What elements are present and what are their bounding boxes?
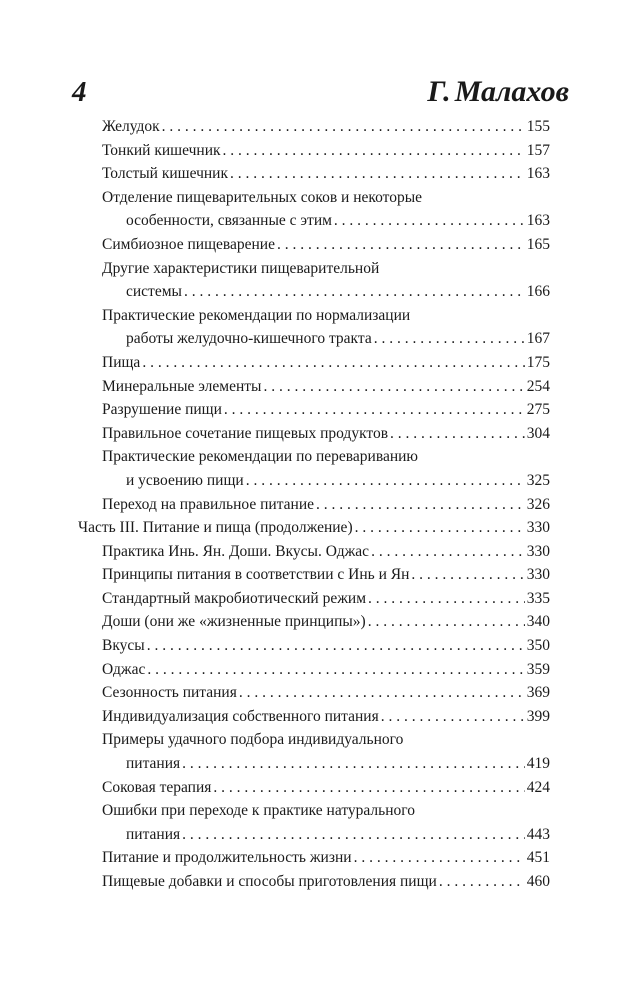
- toc-entry-page: 350: [526, 637, 550, 655]
- dot-leader: [263, 375, 524, 399]
- toc-entry-title: Часть III. Питание и пища (продолжение): [78, 519, 353, 537]
- toc-entry-title: Желудок: [102, 118, 160, 135]
- toc-entry: [78, 634, 550, 658]
- dot-leader: [246, 469, 525, 493]
- toc-entry: [78, 540, 550, 564]
- toc-entry: [78, 115, 550, 139]
- toc-entry-title: Ошибки при переходе к практике натурального: [102, 802, 415, 820]
- page-number: 4: [72, 76, 87, 108]
- toc-entry-title: Оджас: [102, 660, 146, 678]
- author-initial: Г.: [427, 75, 451, 108]
- dot-leader: [184, 280, 525, 304]
- toc-entry: [78, 351, 550, 375]
- toc-entry-title: Практические рекомендации по нормализации: [102, 306, 411, 324]
- toc-entry-page: 325: [526, 471, 550, 489]
- toc-entry-title: Переход на правильное питание: [102, 495, 315, 513]
- toc-entry-title: Минеральные элементы: [102, 377, 262, 395]
- toc-entry-title: питания: [126, 825, 181, 843]
- toc-entry-title: Пищевые добавки и способы приготовления пищи: [102, 873, 437, 890]
- toc-entry: [78, 257, 550, 304]
- toc-entry: [78, 375, 550, 399]
- toc-entry-title: Другие характеристики пищеварительной: [102, 259, 380, 277]
- toc-entry: [78, 610, 550, 634]
- toc-entry-title: Стандартный макробиотический режим: [102, 589, 367, 607]
- toc-entry-page: 443: [526, 825, 550, 843]
- toc-entry-page: 163: [526, 212, 550, 230]
- dot-leader: [162, 115, 525, 139]
- toc-entry-page: 166: [526, 283, 550, 301]
- dot-leader: [223, 139, 525, 163]
- toc-entry-title: Соковая терапия: [102, 778, 212, 796]
- toc-entry-page: 359: [526, 660, 550, 678]
- dot-leader: [355, 516, 525, 540]
- dot-leader: [381, 705, 525, 729]
- toc-entry-title: Сезонность питания: [102, 684, 237, 702]
- dot-leader: [182, 823, 525, 847]
- toc-entry-page: 330: [526, 519, 550, 537]
- toc-entry-title: Отделение пищеварительных соков и некоторые: [102, 188, 423, 206]
- toc-entry-title: Практика Инь. Ян. Доши. Вкусы. Оджас: [102, 542, 370, 560]
- toc-entry: [78, 186, 550, 233]
- toc-entry: [78, 705, 550, 729]
- toc-entry-title: Правильное сочетание пищевых продуктов: [102, 424, 389, 442]
- dot-leader: [277, 233, 525, 257]
- toc-entry-page: 451: [526, 849, 550, 867]
- dot-leader: [390, 422, 525, 446]
- toc-entry-page: 424: [526, 778, 550, 796]
- running-head-author: [427, 74, 569, 115]
- dot-leader: [224, 398, 525, 422]
- dot-leader: [334, 209, 525, 233]
- toc-entry: [78, 139, 550, 163]
- toc-entry-page: 167: [526, 330, 550, 348]
- toc-entry-page: 330: [526, 542, 550, 560]
- toc-entry-page: 175: [526, 353, 550, 371]
- toc-entry: [78, 162, 550, 186]
- dot-leader: [374, 327, 525, 351]
- toc-entry-title: Индивидуализация собственного питания: [102, 707, 379, 725]
- toc-entry-title: Разрушение пищи: [102, 401, 222, 419]
- table-of-contents: [78, 115, 550, 894]
- dot-leader: [411, 563, 524, 587]
- page-header: [72, 74, 569, 110]
- toc-entry: [78, 799, 550, 846]
- toc-entry: [78, 846, 550, 870]
- toc-entry: [78, 233, 550, 257]
- toc-entry-title: Практические рекомендации по перевариванию: [102, 448, 419, 466]
- toc-entry: [78, 728, 550, 775]
- toc-entry-title: питания: [126, 755, 181, 773]
- dot-leader: [142, 351, 524, 375]
- toc-entry-page: 335: [526, 589, 550, 607]
- dot-leader: [354, 846, 525, 870]
- toc-entry: [78, 422, 550, 446]
- toc-entry-title: Тонкий кишечник: [102, 141, 221, 159]
- toc-entry-title: Вкусы: [102, 637, 145, 655]
- dot-leader: [182, 752, 525, 776]
- dot-leader: [368, 610, 525, 634]
- dot-leader: [371, 540, 525, 564]
- toc-entry: [78, 493, 550, 517]
- toc-entry-page: 326: [526, 495, 550, 513]
- toc-entry: [78, 776, 550, 800]
- toc-entry-title: Примеры удачного подбора индивидуального: [102, 731, 404, 749]
- toc-entry-page: 399: [526, 707, 550, 725]
- toc-entry-page: 275: [526, 401, 550, 419]
- toc-entry: [78, 681, 550, 705]
- toc-entry-title: Принципы питания в соответствии с Инь и Ян: [102, 566, 410, 584]
- dot-leader: [316, 493, 525, 517]
- dot-leader: [147, 658, 524, 682]
- toc-entry: [78, 658, 550, 682]
- toc-part-entry: [78, 516, 550, 540]
- dot-leader: [230, 162, 525, 186]
- dot-leader: [439, 870, 525, 894]
- toc-entry-page: 369: [526, 684, 550, 702]
- toc-entry-page: 460: [526, 873, 550, 890]
- toc-entry: [78, 587, 550, 611]
- toc-entry-title: и усвоению пищи: [126, 471, 244, 489]
- toc-entry-title: работы желудочно-кишечного тракта: [126, 330, 372, 348]
- toc-entry-page: 330: [526, 566, 550, 584]
- toc-entry-title: Питание и продолжительность жизни: [102, 849, 352, 867]
- toc-entry-page: 155: [526, 118, 550, 135]
- toc-entry-page: 157: [526, 141, 550, 159]
- dot-leader: [368, 587, 525, 611]
- toc-entry-title: Пища: [102, 353, 141, 371]
- toc-entry: [78, 563, 550, 587]
- toc-entry-page: 304: [526, 424, 550, 442]
- dot-leader: [147, 634, 525, 658]
- toc-entry: [78, 445, 550, 492]
- toc-entry-page: 254: [526, 377, 550, 395]
- toc-entry: [78, 870, 550, 894]
- toc-entry-title: системы: [126, 283, 182, 301]
- toc-entry: [78, 304, 550, 351]
- toc-entry-page: 340: [526, 613, 550, 631]
- author-surname: Малахов: [454, 75, 569, 108]
- dot-leader: [239, 681, 525, 705]
- toc-entry-title: особенности, связанные с этим: [126, 212, 332, 230]
- dot-leader: [213, 776, 524, 800]
- toc-entry-title: Доши (они же «жизненные принципы»): [102, 613, 366, 631]
- toc-entry-page: 163: [526, 165, 550, 183]
- toc-entry-page: 165: [526, 235, 550, 253]
- toc-entry-title: Симбиозное пищеварение: [102, 235, 275, 253]
- toc-entry-page: 419: [526, 755, 550, 773]
- toc-entry-title: Толстый кишечник: [102, 165, 228, 183]
- toc-entry: [78, 398, 550, 422]
